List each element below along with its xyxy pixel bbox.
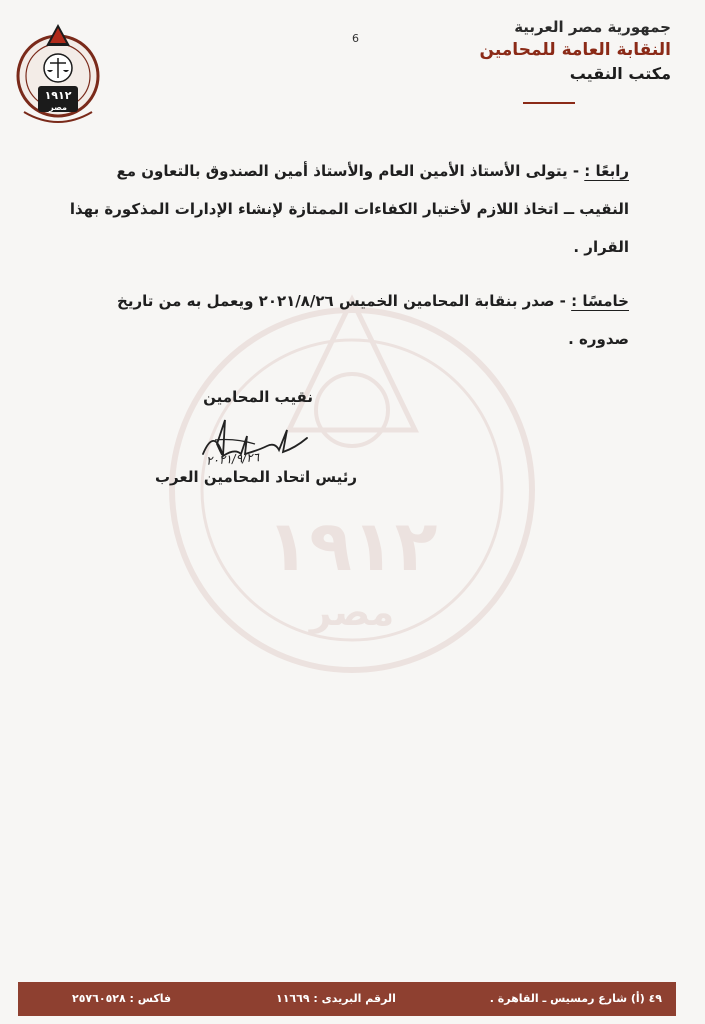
clause-fifth xyxy=(69,282,629,358)
logo-year: ١٩١٢ xyxy=(44,89,72,102)
footer-postal-code: الرقم البريدى : ١١٦٦٩ xyxy=(276,992,396,1005)
watermark-country: مصر xyxy=(309,590,395,634)
logo-country: مصر xyxy=(49,103,67,112)
header-organization: النقابة العامة للمحامين xyxy=(479,40,671,60)
footer-address: ٤٩ (أ) شارع رمسيس ـ القاهرة . xyxy=(489,992,662,1005)
watermark-year: ١٩١٢ xyxy=(266,505,438,587)
clause-fourth xyxy=(69,152,629,266)
header-country: جمهورية مصر العربية xyxy=(514,18,671,36)
footer-bar xyxy=(18,982,676,1016)
footer-fax: فاكس : ٢٥٧٦٠٥٢٨ xyxy=(72,992,172,1005)
clause-fifth-text: - صدر بنقابة المحامين الخميس ٢٠٢١/٨/٢٦ ويعمل به من تاريخ صدوره . xyxy=(117,292,629,348)
signatory-role: رئيس اتحاد المحامين العرب xyxy=(154,468,357,486)
header-underline xyxy=(523,102,575,104)
clause-fourth-text: - يتولى الأستاذ الأمين العام والأستاذ أمين الصندوق بالتعاون مع النقيب ــ اتخاذ اللازم لأختيار الكفاءات الممتازة لإنشاء الإدارات المذكورة بهذا القرار . xyxy=(69,162,629,256)
letterhead xyxy=(411,16,671,86)
clause-fifth-title: خامسًا : xyxy=(571,292,629,310)
signature-date: ٢٠٢١/٩/٢٦ xyxy=(205,450,260,468)
clause-fourth-title: رابعًا : xyxy=(584,162,629,180)
page-number: 6 xyxy=(352,32,359,45)
bar-association-seal-icon xyxy=(14,16,102,134)
header-office: مكتب النقيب xyxy=(569,64,671,83)
signatory-title: نقيب المحامين xyxy=(203,388,313,406)
